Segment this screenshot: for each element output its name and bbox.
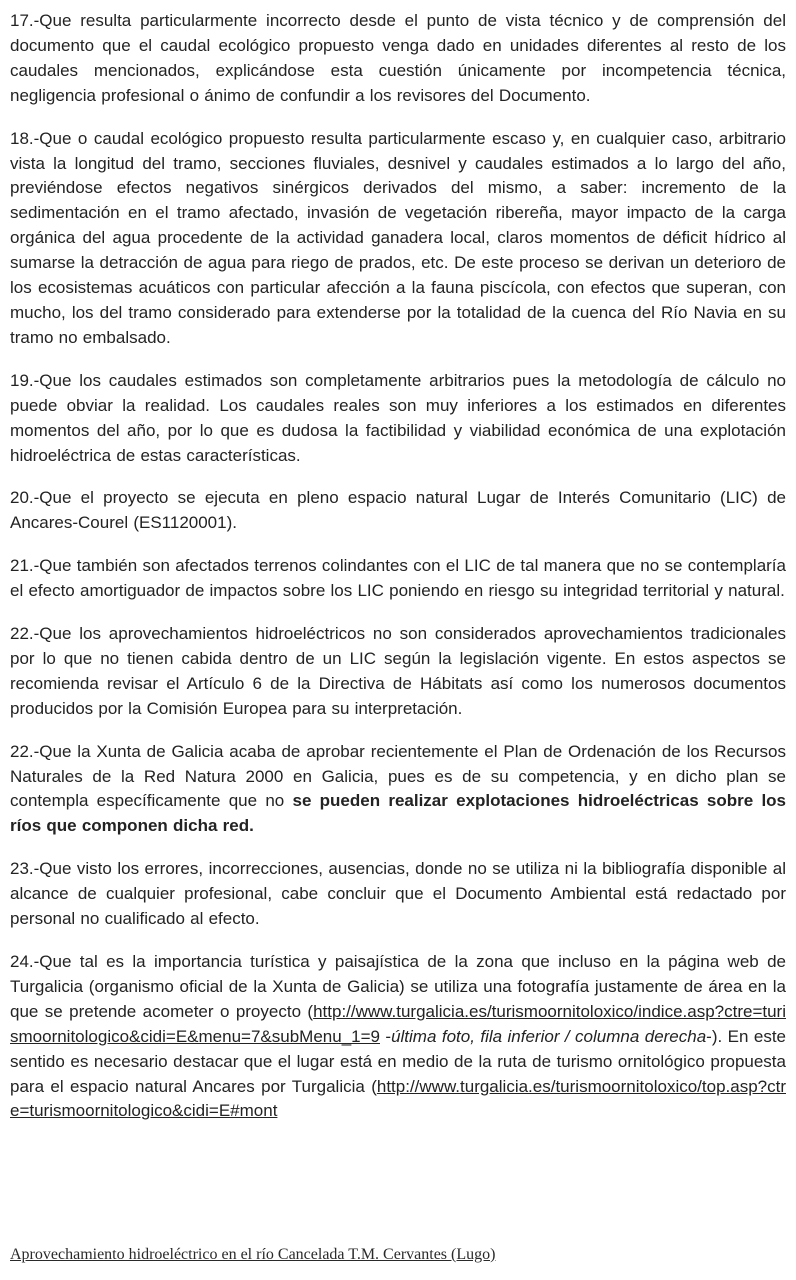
paragraph-22a: 22.-Que los aprovechamientos hidroeléctricos no son considerados aprovechamientos tradicionales por lo que no tienen cabida dentro de un LIC según la legislación vigente. En estos aspectos se recomienda revisar el Artículo 6 de la Directiva de Hábitats así como los numerosos documentos producidos por la Comisión Europea para su interpretación. bbox=[10, 624, 786, 718]
footer-title: Aprovechamiento hidroeléctrico en el río Cancelada T.M. Cervantes (Lugo) bbox=[10, 1246, 496, 1263]
paragraph-22b bbox=[10, 740, 786, 840]
document-body bbox=[10, 9, 786, 1142]
paragraph-24-italic: última foto, fila inferior / columna derecha bbox=[391, 1026, 707, 1046]
paragraph-17: 17.-Que resulta particularmente incorrecto desde el punto de vista técnico y de comprensión del documento que el caudal ecológico propuesto venga dado en unidades diferentes al resto de los caudales mencionados, explicándose esta cuestión únicamente por incompetencia técnica, negligencia profesional o ánimo de confundir a los revisores del Documento. bbox=[10, 11, 786, 105]
turgalicia-link-top[interactable]: http://www.turgalicia.es/turismoornitoloxico/top.asp?ctre=turismoornitologico&cidi=E#mont bbox=[10, 1076, 786, 1121]
paragraph-24-text3: -). En este sentido es necesario destacar que el lugar está en medio de la ruta de turismo ornitológico propuesta para el espacio natural Ancares por Turgalicia ( bbox=[10, 1026, 786, 1096]
paragraph-23: 23.-Que visto los errores, incorrecciones, ausencias, donde no se utiliza ni la bibliografía disponible al alcance de cualquier profesional, cabe concluir que el Documento Ambiental está redactado por personal no cualificado al efecto. bbox=[10, 859, 786, 929]
paragraph-18: 18.-Que o caudal ecológico propuesto resulta particularmente escaso y, en cualquier caso, arbitrario vista la longitud del tramo, secciones fluviales, desnivel y caudales estimados a lo largo del año, previéndose efectos negativos sinérgicos derivados del mismo, a saber: incremento de la sedimentación en el tramo afectado, invasión de vegetación ribereña, mayor impacto de la carga orgánica del agua procedente de la actividad ganadera local, claros momentos de déficit hídrico al sumarse la detracción de agua para riego de prados, etc. De este proceso se derivan un deterioro de los ecosistemas acuáticos con particular afección a la fauna piscícola, con efectos que superan, con mucho, los del tramo considerado para extenderse por la totalidad de la cuenca del Río Navia en su tramo no embalsado. bbox=[10, 128, 786, 347]
paragraph-24 bbox=[10, 950, 786, 1124]
paragraph-19: 19.-Que los caudales estimados son completamente arbitrarios pues la metodología de cálculo no puede obviar la realidad. Los caudales reales son muy inferiores a los estimados en diferentes momentos del año, por lo que es dudosa la factibilidad y viabilidad económica de una explotación hidroeléctrica de estas características. bbox=[10, 370, 786, 465]
paragraph-21: 21.-Que también son afectados terrenos colindantes con el LIC de tal manera que no se contemplaría el efecto amortiguador de impactos sobre los LIC poniendo en riesgo su integridad territorial y natural. bbox=[10, 556, 786, 601]
paragraph-22b-bold: se pueden realizar explotaciones hidroeléctricas sobre los ríos que componen dicha red. bbox=[10, 791, 787, 836]
turgalicia-link-indice[interactable]: http://www.turgalicia.es/turismoornitoloxico/indice.asp?ctre=turismoornitologico&cidi=E&menu=7&subMenu_1=9 bbox=[10, 1001, 786, 1046]
paragraph-22b-text: 22.-Que la Xunta de Galicia acaba de aprobar recientemente el Plan de Ordenación de los Recursos Naturales de la Red Natura 2000 en Galicia, pues es de su competencia, y en dicho plan se contempla específicamente que no bbox=[10, 741, 786, 811]
paragraph-20: 20.-Que el proyecto se ejecuta en pleno espacio natural Lugar de Interés Comunitario (LIC) de Ancares-Courel (ES1120001). bbox=[10, 488, 786, 533]
paragraph-24-text1: 24.-Que tal es la importancia turística y paisajística de la zona que incluso en la página web de Turgalicia (organismo oficial de la Xunta de Galicia) se utiliza una fotografía justamente de área en la que se pretende acometer o proyecto ( bbox=[10, 952, 786, 1021]
paragraph-24-text2: - bbox=[379, 1026, 392, 1046]
